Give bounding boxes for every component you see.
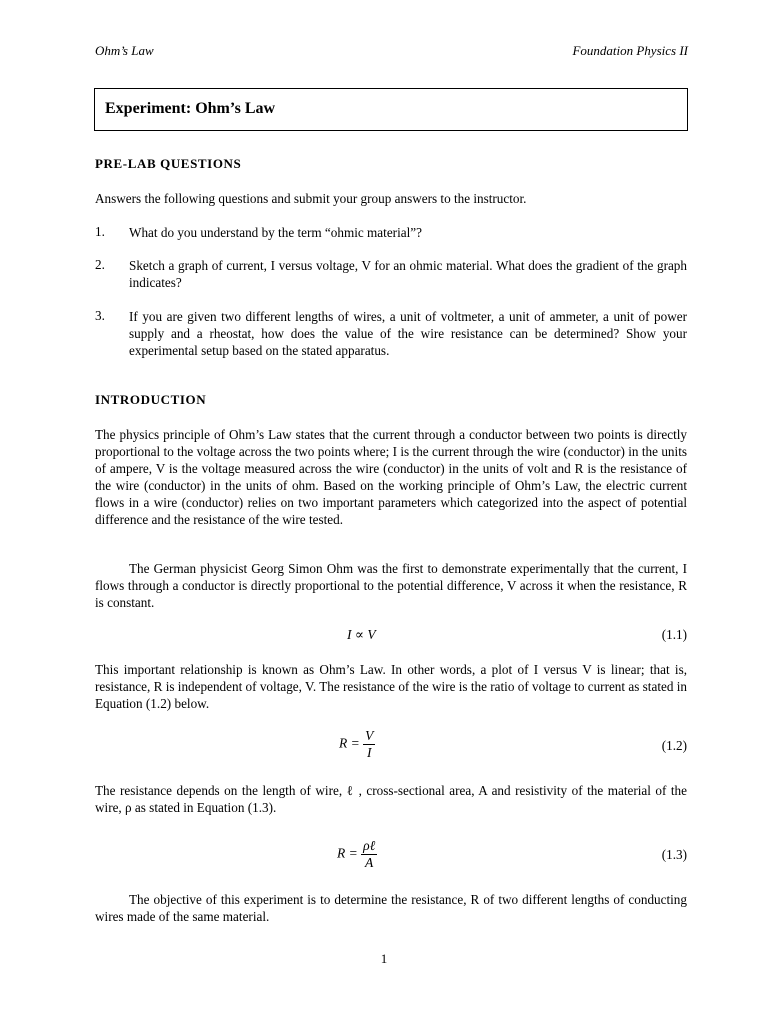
equation-number: (1.3) (661, 847, 687, 862)
fraction-denominator: I (366, 745, 372, 760)
question-text: If you are given two different lengths of wires, a unit of voltmeter, a unit of ammeter, a unit of power supply and a rheostat, how does the value of the wire resistance can be determined? Show your experimental setup based on the stated apparatus. (129, 309, 687, 358)
question-text: Sketch a graph of current, I versus voltage, V for an ohmic material. What does the gradient of the graph indicates? (129, 258, 687, 290)
fraction (363, 728, 375, 761)
intro-paragraph-5: The objective of this experiment is to determine the resistance, R of two different lengths of conducting wires made of the same material. (95, 892, 687, 924)
fraction (361, 838, 377, 871)
prelab-intro: Answers the following questions and submit your group answers to the instructor. (95, 191, 527, 206)
intro-paragraph-3: This important relationship is known as Ohm’s Law. In other words, a plot of I versus V is linear; that is, resistance, R is independent of voltage, V. The resistance of the wire is the ratio of voltage to current as stated in Equation (1.2) below. (95, 662, 687, 711)
prelab-heading: PRE-LAB QUESTIONS (95, 156, 242, 171)
page-number: 1 (380, 951, 388, 966)
document-title: Experiment: Ohm’s Law (105, 100, 276, 117)
fraction-numerator: ρℓ (363, 838, 376, 853)
equation-lhs: R = (339, 735, 360, 751)
running-header-right: Foundation Physics II (572, 43, 688, 58)
question-number: 2. (95, 257, 105, 272)
equation-number: (1.1) (661, 627, 687, 642)
title-box (94, 88, 688, 131)
fraction-numerator: V (365, 728, 374, 743)
equation-lhs: R = (337, 845, 358, 861)
equation-1-3 (337, 838, 377, 871)
equation-1-1: I ∝ V (347, 627, 376, 642)
introduction-heading: INTRODUCTION (95, 392, 207, 407)
question-text: What do you understand by the term “ohmic material”? (129, 225, 422, 240)
intro-paragraph-1: The physics principle of Ohm’s Law states that the current through a conductor between two points is directly proportional to the voltage across the two points where; I is the current through the wire (conductor) in the units of ampere, V is the voltage measured across the wire (conductor) in the units of volt and R is the resistance of the wire (conductor) in the units of ohm. Based on the working principle of Ohm’s Law, the electric current flows in a wire (conductor) relies on two important parameters which categorized into the aspect of potential difference and the resistance of the wire tested. (95, 427, 687, 527)
fraction-denominator: A (365, 855, 374, 870)
intro-paragraph-4: The resistance depends on the length of wire, ℓ , cross-sectional area, A and resistivity of the material of the wire, ρ as stated in Equation (1.3). (95, 783, 687, 815)
question-number: 1. (95, 224, 105, 239)
running-header-left: Ohm’s Law (95, 43, 154, 58)
equation-1-2 (339, 728, 375, 761)
intro-paragraph-2: The German physicist Georg Simon Ohm was the first to demonstrate experimentally that the current, I flows through a conductor is directly proportional to the potential difference, V across it when the resistance, R is constant. (95, 561, 687, 610)
equation-number: (1.2) (661, 738, 687, 753)
question-number: 3. (95, 308, 105, 323)
